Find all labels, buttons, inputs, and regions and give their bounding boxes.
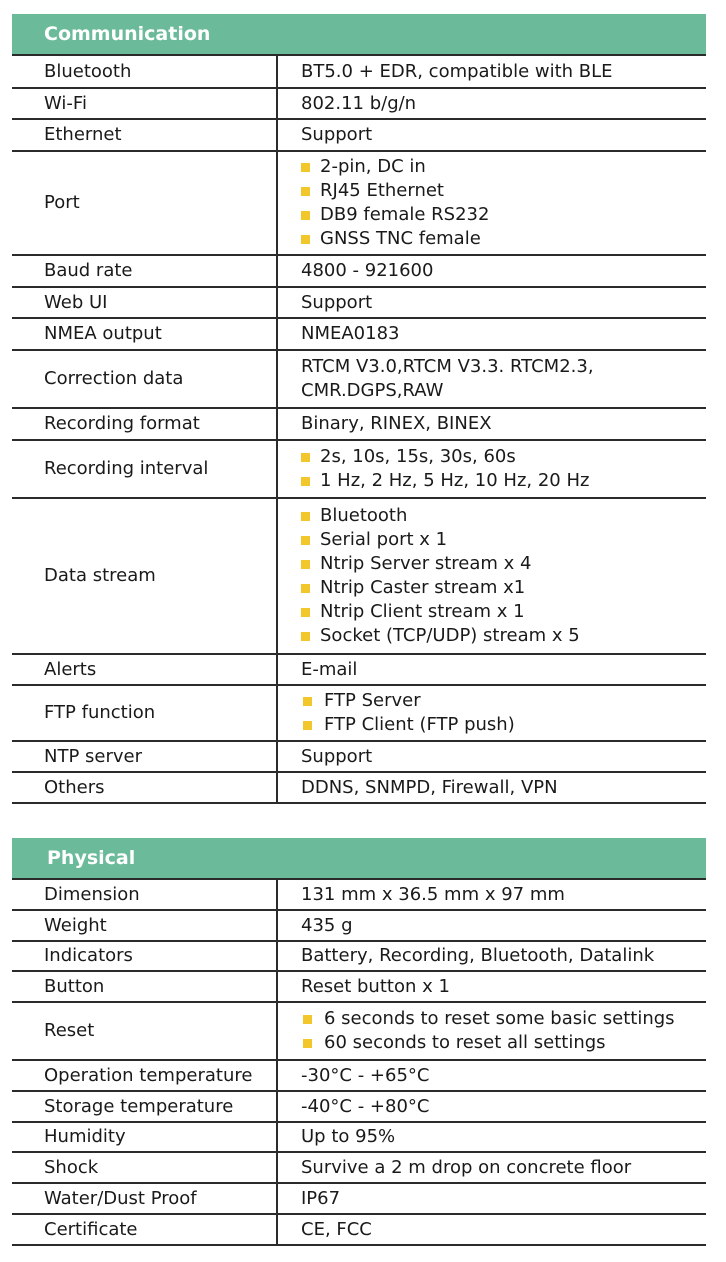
spec-label: NMEA output <box>12 318 277 350</box>
spec-value: Battery, Recording, Bluetooth, Datalink <box>277 941 706 971</box>
list-item-text: Ntrip Caster stream x1 <box>320 577 526 598</box>
spec-row-nmea-output <box>12 318 706 350</box>
list-item <box>301 469 706 493</box>
square-bullet-icon <box>301 632 310 641</box>
spec-row-operation-temperature <box>12 1060 706 1091</box>
spec-row-shock <box>12 1152 706 1183</box>
spec-row-bluetooth <box>12 55 706 88</box>
physical-spec-table <box>12 838 706 1246</box>
list-item <box>301 1007 706 1031</box>
spec-label: Certificate <box>12 1214 277 1245</box>
spec-value-list <box>277 1002 706 1060</box>
spec-value: 435 g <box>277 910 706 941</box>
spec-row-correction-data <box>12 350 706 408</box>
list-item-text: Socket (TCP/UDP) stream x 5 <box>320 625 580 646</box>
list-item-text: 2s, 10s, 15s, 30s, 60s <box>320 446 516 467</box>
square-bullet-icon <box>301 187 310 196</box>
spec-value: 131 mm x 36.5 mm x 97 mm <box>277 879 706 910</box>
spec-label: Water/Dust Proof <box>12 1183 277 1214</box>
square-bullet-icon <box>301 512 310 521</box>
list-item <box>301 624 706 648</box>
spec-row-web-ui <box>12 287 706 318</box>
spec-row-alerts <box>12 654 706 685</box>
square-bullet-icon <box>303 697 312 706</box>
square-bullet-icon <box>301 163 310 172</box>
bullet-list <box>301 504 706 648</box>
spec-value: -30°C - +65°C <box>277 1060 706 1091</box>
spec-row-ntp-server <box>12 741 706 772</box>
spec-row-others <box>12 772 706 803</box>
list-item <box>301 155 706 179</box>
square-bullet-icon <box>303 721 312 730</box>
spec-row-water-dust-proof <box>12 1183 706 1214</box>
spec-row-port <box>12 151 706 255</box>
spec-value: Up to 95% <box>277 1122 706 1152</box>
spec-row-dimension <box>12 879 706 910</box>
communication-spec-table <box>12 14 706 804</box>
list-item-text: DB9 female RS232 <box>320 204 490 225</box>
list-item-text: GNSS TNC female <box>320 228 481 249</box>
spec-value: 802.11 b/g/n <box>277 88 706 119</box>
spec-row-storage-temperature <box>12 1091 706 1122</box>
list-item-text: Ntrip Server stream x 4 <box>320 553 532 574</box>
square-bullet-icon <box>301 584 310 593</box>
spec-label: Humidity <box>12 1122 277 1152</box>
spec-row-weight <box>12 910 706 941</box>
spec-label: FTP function <box>12 685 277 741</box>
spec-label: Correction data <box>12 350 277 408</box>
square-bullet-icon <box>301 235 310 244</box>
spec-label: Shock <box>12 1152 277 1183</box>
list-item-text: 6 seconds to reset some basic settings <box>324 1008 675 1029</box>
spec-row-button <box>12 971 706 1002</box>
list-item <box>301 504 706 528</box>
spec-row-recording-format <box>12 408 706 440</box>
spec-row-humidity <box>12 1122 706 1152</box>
spec-value: Support <box>277 287 706 318</box>
spec-label: Alerts <box>12 654 277 685</box>
spec-value: IP67 <box>277 1183 706 1214</box>
spec-label: Button <box>12 971 277 1002</box>
communication-section-title: Communication <box>12 14 706 55</box>
square-bullet-icon <box>301 560 310 569</box>
spec-label: Recording interval <box>12 440 277 498</box>
spec-label: Weight <box>12 910 277 941</box>
spec-value-list <box>277 498 706 654</box>
square-bullet-icon <box>303 1039 312 1048</box>
spec-label: Operation temperature <box>12 1060 277 1091</box>
spec-label: Recording format <box>12 408 277 440</box>
list-item-text: 1 Hz, 2 Hz, 5 Hz, 10 Hz, 20 Hz <box>320 470 590 491</box>
spec-row-recording-interval <box>12 440 706 498</box>
list-item-text: 60 seconds to reset all settings <box>324 1032 606 1053</box>
list-item <box>301 689 706 713</box>
list-item <box>301 576 706 600</box>
spec-value: DDNS, SNMPD, Firewall, VPN <box>277 772 706 803</box>
list-item-text: FTP Client (FTP push) <box>324 714 515 735</box>
spec-row-data-stream <box>12 498 706 654</box>
bullet-list <box>301 689 706 737</box>
spec-label: Ethernet <box>12 119 277 151</box>
spec-row-reset <box>12 1002 706 1060</box>
spec-label: Dimension <box>12 879 277 910</box>
spec-label: Storage temperature <box>12 1091 277 1122</box>
list-item-text: Ntrip Client stream x 1 <box>320 601 525 622</box>
list-item-text: Bluetooth <box>320 505 408 526</box>
list-item <box>301 552 706 576</box>
list-item <box>301 179 706 203</box>
list-item <box>301 713 706 737</box>
spec-label: Baud rate <box>12 255 277 287</box>
communication-header-row <box>12 14 706 55</box>
spec-label: Indicators <box>12 941 277 971</box>
list-item-text: 2-pin, DC in <box>320 156 426 177</box>
list-item <box>301 600 706 624</box>
list-item <box>301 227 706 251</box>
spec-label: Wi-Fi <box>12 88 277 119</box>
square-bullet-icon <box>301 453 310 462</box>
spec-value: 4800 - 921600 <box>277 255 706 287</box>
spec-value-list <box>277 685 706 741</box>
spec-row-indicators <box>12 941 706 971</box>
spec-label: Data stream <box>12 498 277 654</box>
spec-label: Web UI <box>12 287 277 318</box>
spec-label: NTP server <box>12 741 277 772</box>
spec-value: Support <box>277 119 706 151</box>
spec-value: NMEA0183 <box>277 318 706 350</box>
square-bullet-icon <box>301 211 310 220</box>
spec-label: Port <box>12 151 277 255</box>
spec-value: Survive a 2 m drop on concrete floor <box>277 1152 706 1183</box>
list-item <box>301 445 706 469</box>
list-item-text: Serial port x 1 <box>320 529 448 550</box>
spec-value: CE, FCC <box>277 1214 706 1245</box>
square-bullet-icon <box>301 608 310 617</box>
square-bullet-icon <box>301 477 310 486</box>
spec-value: BT5.0 + EDR, compatible with BLE <box>277 55 706 88</box>
physical-section-title: Physical <box>12 838 706 879</box>
spec-value: Binary, RINEX, BINEX <box>277 408 706 440</box>
list-item <box>301 1031 706 1055</box>
spec-row-ethernet <box>12 119 706 151</box>
spec-row-wifi <box>12 88 706 119</box>
bullet-list <box>301 155 706 251</box>
square-bullet-icon <box>303 1015 312 1024</box>
spec-label: Others <box>12 772 277 803</box>
physical-header-row <box>12 838 706 879</box>
spec-row-certificate <box>12 1214 706 1245</box>
spec-value-list <box>277 440 706 498</box>
spec-value: E-mail <box>277 654 706 685</box>
spec-value: Reset button x 1 <box>277 971 706 1002</box>
spec-label: Bluetooth <box>12 55 277 88</box>
spec-value: RTCM V3.0,RTCM V3.3. RTCM2.3, CMR.DGPS,RAW <box>277 350 706 408</box>
list-item <box>301 203 706 227</box>
spec-value-list <box>277 151 706 255</box>
spec-value: Support <box>277 741 706 772</box>
spec-value: -40°C - +80°C <box>277 1091 706 1122</box>
spec-label: Reset <box>12 1002 277 1060</box>
square-bullet-icon <box>301 536 310 545</box>
spec-row-ftp-function <box>12 685 706 741</box>
bullet-list <box>301 1007 706 1055</box>
bullet-list <box>301 445 706 493</box>
spec-row-baud-rate <box>12 255 706 287</box>
list-item-text: FTP Server <box>324 690 421 711</box>
list-item <box>301 528 706 552</box>
list-item-text: RJ45 Ethernet <box>320 180 444 201</box>
